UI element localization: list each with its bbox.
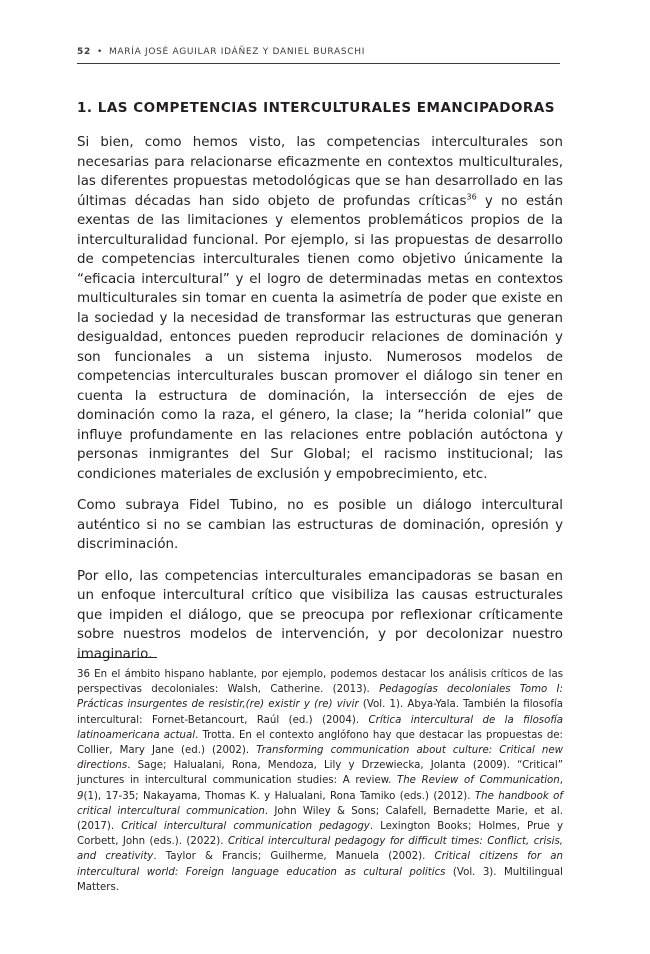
footnote-text: (Vol. 1). Abya-Yala. También la filosofía intercultural: Fornet-Betancourt, Raúl (ed.) (2004). xyxy=(77,699,563,726)
footnote-text: . Sage; Halualani, Rona, Mendoza, Lily y Drzewiecka, Jolanta (2009). “Critical” junctures in intercultural communication studies: A review. xyxy=(77,760,563,787)
footnote-title: Critical intercultural pedagogy for difficult times: Conflict, crisis, and creativity xyxy=(77,836,563,863)
body-text xyxy=(77,133,563,676)
footnote-text: . Lexington Books; Holmes, Prue y Corbett, John (eds.). (2022). xyxy=(77,821,563,848)
footnote-text: . Trotta. En el contexto anglófono hay que destacar las propuestas de: Collier, Mary Jane (ed.) (2002). xyxy=(77,729,563,757)
footnote-reference: 36 xyxy=(466,192,477,202)
paragraph-1 xyxy=(77,133,563,484)
footnote-title: Critical intercultural communication pedagogy xyxy=(121,821,370,833)
footnote-title: Crítica intercultural de la filosofía latinoamericana actual xyxy=(77,714,563,741)
header-authors: MARÍA JOSÉ AGUILAR IDÁÑEZ Y DANIEL BURASCHI xyxy=(108,47,366,57)
paragraph-2: Como subraya Fidel Tubino, no es posible un diálogo intercultural auténtico si no se cambian las estructuras de dominación, opresión y discriminación. xyxy=(77,498,563,552)
footnote-text: (1), 17-35; Nakayama, Thomas K. y Halualani, Rona Tamiko (eds.) (2012). xyxy=(83,790,475,802)
footnote-title: The handbook of critical intercultural communication xyxy=(77,790,563,817)
page-number: 52 xyxy=(77,47,91,57)
footnote-title: Transforming communication about culture: Critical new directions xyxy=(77,745,563,772)
section-title: 1. LAS COMPETENCIAS INTERCULTURALES EMANCIPADORAS xyxy=(77,100,555,116)
header-separator: • xyxy=(96,47,103,57)
footnote-title: Critical citizens for an intercultural world: Foreign language education as cultural politics xyxy=(77,851,563,878)
footnote-text: , xyxy=(559,775,563,787)
footnote-title: The Review of Communication xyxy=(396,775,560,787)
paragraph-1-end: y no están exentas de las limitaciones y elementos problemáticos propios de la interculturalidad funcional. Por ejemplo, si las propuestas de desarrollo de competencias interculturales tienen como objetivo únicamente la “eficacia intercultural” y el logro de determinadas metas en contextos multiculturales sin tomar en cuenta la asimetría de poder que existe en la sociedad y la necesidad de transformar las estructuras que generan desigualdad, entonces pueden reproducir relaciones de dominación y son funcionales a un sistema injusto. Numerosos modelos de competencias interculturales buscan promover el diálogo sin tener en cuenta la estructura de dominación, la intersección de ejes de dominación como la raza, el género, la clase; la “herida colonial” que influye profundamente en las relaciones entre población autóctona y personas inmigrantes del Sur Global; el racismo institucional; las condiciones materiales de exclusión y empobrecimiento, etc. xyxy=(77,193,563,482)
footnote-36 xyxy=(77,667,563,895)
footnote-text: . Taylor & Francis; Guilherme, Manuela (2002). xyxy=(153,851,435,863)
footnote-text: 36 En el ámbito hispano hablante, por ejemplo, podemos destacar los análisis críticos de las perspectivas decoloniales: Walsh, Catherine. (2013). xyxy=(77,669,563,696)
footnote-text: . John Wiley & Sons; Calafell, Bernadette Marie, et al. (2017). xyxy=(77,805,564,833)
footnote-divider xyxy=(77,657,157,658)
footnote-text: (Vol. 3). Multilingual Matters. xyxy=(77,866,563,893)
paragraph-3: Por ello, las competencias interculturales emancipadoras se basan en un enfoque intercultural crítico que visibiliza las causas estructurales que impiden el diálogo, que se preocupa por reflexionar críticamente sobre nuestros modelos de intervención, y por decolonizar nuestro imaginario. xyxy=(77,568,563,662)
footnote-volume: 9 xyxy=(77,790,84,802)
running-header xyxy=(77,47,560,64)
footnote-title: Pedagogías decoloniales Tomo I: Prácticas insurgentes de resistir,(re) existir y (re) vivir xyxy=(77,684,563,711)
paragraph-1-start: Si bien, como hemos visto, las competencias interculturales son necesarias para relacionarse eficazmente en contextos multiculturales, las diferentes propuestas metodológicas que se han desarrollado en las últimas décadas han sido objeto de profundas críticas xyxy=(77,135,563,209)
